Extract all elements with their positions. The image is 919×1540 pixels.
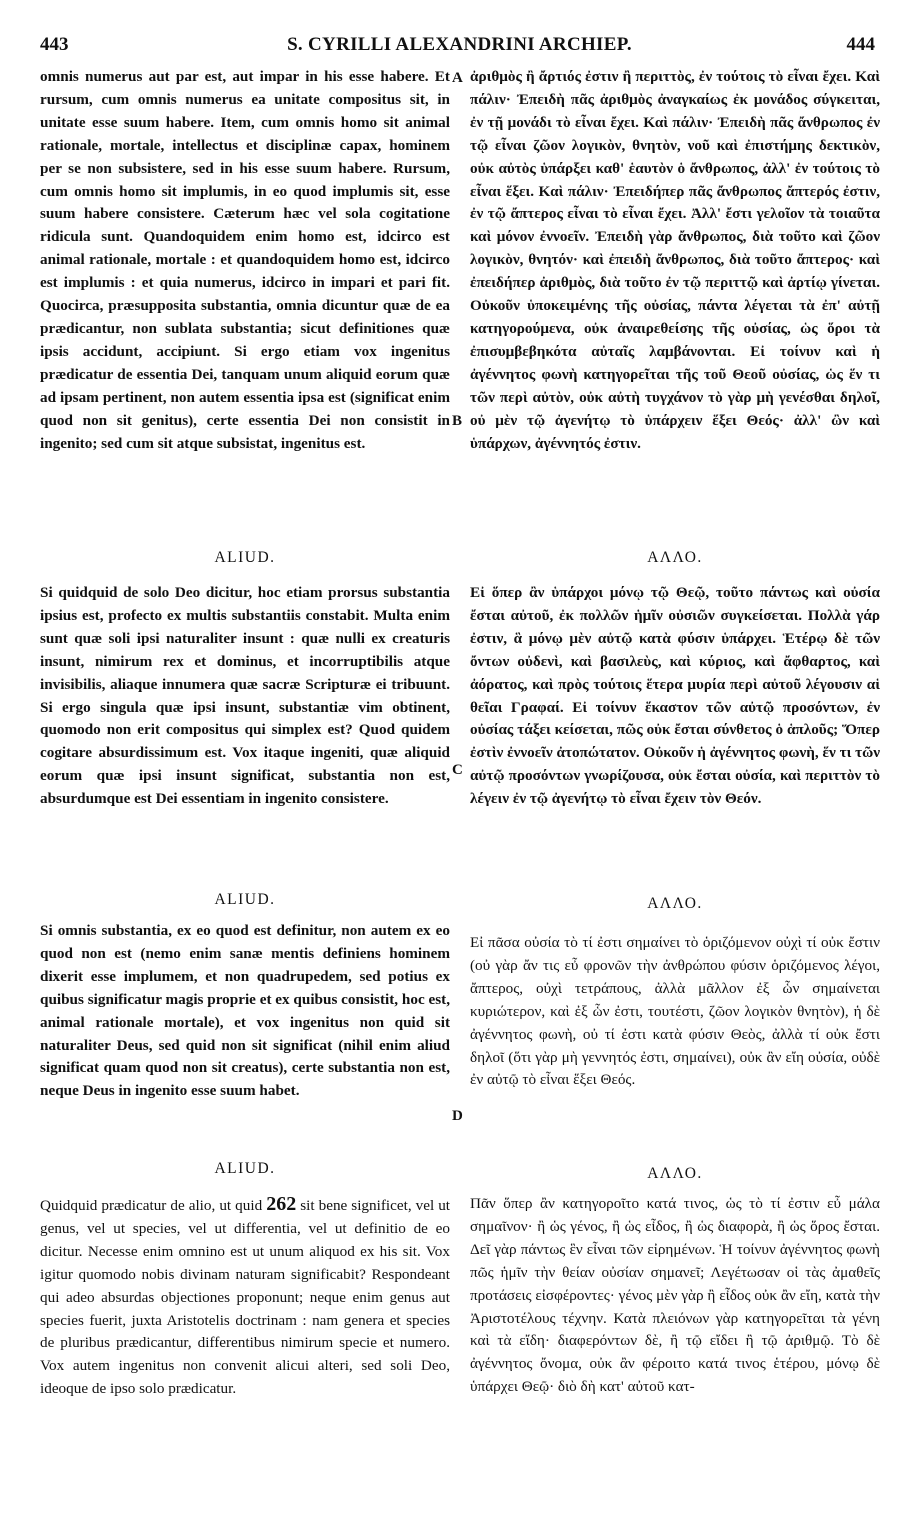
latin-heading-aliud-2: ALIUD. [214,891,276,908]
latin-heading-aliud-1: ALIUD. [214,549,276,566]
page-number-left: 443 [40,34,69,55]
greek-heading-allo-1: ΑΛΛΟ. [647,549,703,566]
latin-paragraph-2: Si quidquid de solo Deo dicitur, hoc etiam prorsus substantia ipsius est, profecto ex multis substantiis constabit. Multa enim sunt quæ soli ipsi naturaliter insunt : quæ nulli ex creaturis insunt, nimirum rex et dominus, et incorruptibilis atque invisibilis, aliaque innumera quæ sacræ Scripturæ ei tribuunt. Si ergo singula quæ ipsi insunt, substantiæ vim obtinent, quomodo non erit compositus qui simplex est? Quod quidem cogitare absurdissimum est. Vox itaque ingeniti, quæ aliquid eorum quæ ipsi insunt significat, substantia non est, absurdumque est Dei essentiam in ingenito consistere. [40,584,450,808]
column-number: 262 [266,1193,297,1215]
greek-heading-allo-2: ΑΛΛΟ. [647,895,703,912]
margin-letter-c: C [452,762,463,778]
page-number-right: 444 [846,34,875,55]
latin-heading-aliud-3: ALIUD. [214,1160,276,1177]
greek-heading-allo-3: ΑΛΛΟ. [647,1165,703,1182]
margin-letter-d: D [452,1108,463,1124]
greek-paragraph-1: ἀριθμὸς ἢ ἄρτιός ἐστιν ἢ περιττὸς, ἐν τούτοις τὸ εἶναι ἔχει. Καὶ πάλιν· Ἐπειδὴ πᾶς ἀριθμὸς ἀναγκαίως ἐκ μονάδος σύγκειται, ἐν τῇ μονάδι τὸ εἶναι ἔχει. Καὶ πάλιν· Ἐπειδὴ πᾶς ἄνθρωπος ἐν τῷ εἶναι ζῶον λογικὸν, θνητὸν, νοῦ καὶ ἐπιστήμης δεκτικὸν, οὐκ αὐτὸς ὑπάρξει καθ' ἑαυτὸν ὁ ἄνθρωπος, ἀλλ' ἐν τούτοις τὸ εἶναι ἕξει. Καὶ πάλιν· Ἐπειδήπερ πᾶς ἄνθρωπος ἄπτερός ἐστιν, ἐν τῷ ἄπτερος εἶναι τὸ εἶναι ἔχει. Ἀλλ' ἔστι γελοῖον τὰ τοιαῦτα καὶ μόνον ἐννοεῖν. Ἐπειδὴ γὰρ ἄνθρωπος, διὰ τοῦτο καὶ ζῶον λογικὸν, θνητόν· καὶ ἐπειδὴ ἄνθρωπος, διὰ τοῦτο ἄπτερος· καὶ ἐπειδήπερ ἀριθμὸς, διὰ τοῦτο ἐν τῷ περιττῷ καὶ ἀρτίῳ γίνεται. Οὐκοῦν ὑποκειμένης τῆς οὐσίας, πάντα λέγεται τὰ ἐπ' αὐτῇ κατηγορούμενα, οὐκ ἀναιρεθείσης τῆς οὐσίας, ὡς ὅροι τὰ ἐπισυμβεβηκότα αὐταῖς λαμβάνονται. Εἰ τοίνυν καὶ ἡ ἀγέννητος φωνὴ κατηγορεῖται τῆς τοῦ Θεοῦ οὐσίας, ὡς ἕν τι τῶν περὶ αὐτὸν, οὐκ αὐτὴ τυγχάνον τὸ γὰρ μὴ γενέσθαι δηλοῖ, οὐ μὲν τῷ ἀγενήτῳ τὸ ὑπάρχειν ἕξει Θεός· ἀλλ' ὢν καὶ ὑπάρχων, ἀγέννητός ἐστιν. [470,68,880,452]
running-header [20,30,899,62]
margin-letter-b: B [452,413,463,429]
latin-paragraph-4-start: Quidquid prædicatur de alio, ut quid [40,1197,263,1214]
running-title: S. CYRILLI ALEXANDRINI ARCHIEP. [287,34,632,55]
greek-paragraph-4: Πᾶν ὅπερ ἂν κατηγοροῖτο κατά τινος, ὡς τὸ τί ἐστιν εὖ μάλα σημαῖνον· ἢ ὡς γένος, ἢ ὡς εἶδος, ἢ ὡς διαφορὰ, ἢ ὡς ὅρος ἔσται. Δεῖ γὰρ πάντως ἓν εἶναι τῶν εἰρημένων. Ἡ τοίνυν ἀγέννητος φωνὴ πῶς ἡμῖν τὴν θείαν οὐσίαν σημανεῖ; Λεγέτωσαν οἱ τὰς ἀμαθεῖς προτάσεις εἰσφέροντες· γένος μὲν γὰρ ἢ εἶδος οὐκ ἂν εἴη, κατὰ τὴν Ἀριστοτέλους τέχνην. Κατὰ πλειόνων γὰρ κατηγορεῖται τὰ γένη καὶ τὰ εἴδη· διαφερόντων δὲ, ἢ τῷ εἴδει ἢ τῷ ἀριθμῷ. Τὸ δὲ ἀγέννητος ὄνομα, οὐκ ἂν φέροιτο κατά τινος ἑτέρου, μόνῳ δὲ ὑπάρχει Θεῷ· διὸ δὴ κατ' αὐτοῦ κατ- [470,1195,880,1396]
latin-paragraph-3: Si omnis substantia, ex eo quod est definitur, non autem ex eo quod non est (nemo enim sanæ mentis definiens hominem dixerit esse implumem, et non quadrupedem, sed potius ex quibus significatur magis proprie et ex quibus consistit, hoc est, animal rationale mortale), et vox ingenitus non quid sit naturaliter Deus, sed quid non sit significat (nihil enim aliud significat quam quod non sit creatus), certe substantia non est, neque Deus in ingenito esse suum habet. [40,922,450,1100]
latin-paragraph-4-rest: sit bene significet, vel ut genus, vel ut species, vel ut differentia, vel ut definitio de eo dicitur. Necesse enim omnino est ut unum aliquod ex his sit. Vox igitur quomodo nobis divinam naturam significabit? Respondeant qui adeo absurdas objectiones proponunt; neque enim genus aut species fuerit, juxta Aristotelis doctrinam : nam genera et species de pluribus prædicantur, differentibus nimirum specie et numero. Vox autem ingenitus non convenit alicui alteri, sed soli Deo, ideoque de ipso solo prædicatur. [40,1197,451,1398]
greek-paragraph-2: Εἰ ὅπερ ἂν ὑπάρχοι μόνῳ τῷ Θεῷ, τοῦτο πάντως καὶ οὐσία ἔσται αὐτοῦ, ἐκ πολλῶν ἡμῖν οὐσιῶν συγκείσεται. Πολλὰ γάρ ἐστιν, ἃ μόνῳ μὲν αὐτῷ κατὰ φύσιν ὑπάρχει. Ἑτέρῳ δὲ τῶν ὄντων οὐδενὶ, καὶ βασιλεὺς, καὶ κύριος, καὶ ἄφθαρτος, καὶ ἀόρατος, καὶ πρὸς τούτοις ἕτερα μυρία περὶ αὐτοῦ λέγουσιν αἱ θεῖαι Γραφαί. Εἰ τοίνυν ἕκαστον τῶν αὐτῷ προσόντων, ἐν οὐσίας τάξει κείσεται, πῶς οὐκ ἔσται σύνθετος ὁ ἁπλοῦς; Ὅπερ ἐστὶν ἐννοεῖν ἀτοπώτατον. Οὐκοῦν ἡ ἀγέννητος φωνὴ, ἕν τι τῶν αὐτῷ προσόντων γνωρίζουσα, οὐκ ἔσται οὐσία, καὶ περιττὸν τὸ λέγειν ἐν τῷ ἀγενήτῳ τὸ εἶναι ἔχειν τὸν Θεόν. [470,584,880,808]
latin-paragraph-4 [40,1193,450,1401]
margin-letter-a: A [452,70,463,86]
greek-paragraph-3: Εἰ πᾶσα οὐσία τὸ τί ἐστι σημαίνει τὸ ὁριζόμενον οὐχὶ τί οὐκ ἔστιν (οὐ γὰρ ἄν τις εὖ φρονῶν τὴν ἀνθρώπου φύσιν ὁριζόμενος λέγοι, ἄπτερος, οὐχὶ τετράπους, ἀλλὰ μᾶλλον ἐξ ὧν σημαίνεται κυριώτερον, καὶ ἐξ ὧν ἐστι, τουτέστι, ζῶον λογικὸν θνητὸν), ἡ δὲ ἀγέννητος φωνὴ, οὐ τί ἐστι κατὰ φύσιν Θεὸς, ἀλλὰ τί οὐκ ἔστι δηλοῖ (ὅτι γὰρ μὴ γεννητός ἐστι, σημαίνει), οὐκ ἂν εἴη οὐσία, οὐδὲ ἐν αὐτῷ τὸ εἶναι ἕξει Θεός. [470,934,880,1089]
latin-paragraph-1: omnis numerus aut par est, aut impar in his esse habere. Et rursum, cum omnis numerus ea unitate compositus sit, in unitate esse suum habere. Item, cum omnis homo sit animal rationale, mortale, intellectus et disciplinæ capax, hominem per se non subsistere, sed in his esse suum habere. Rursum, cum omnis homo sit implumis, in eo quod implumis sit, esse suum habere consistere. Cæterum hæc vel sola cogitatione ridicula sunt. Quandoquidem enim homo est, idcirco est animal rationale, mortale : et quandoquidem homo est, idcirco est implumis : et quia numerus, idcirco in impari et pari fit. Quocirca, præsupposita substantia, omnia dicuntur quæ de ea prædicantur, non sublata substantia; sicut definitiones quæ ipsis accidunt, accipiunt. Si ergo etiam vox ingenitus prædicatur de essentia Dei, tanquam unum aliquid eorum quæ ad ipsam pertinent, non autem essentia ipsa est (significat enim quod non sit genitus), certe essentia Dei non consistit in ingenito; sed cum sit atque subsistat, ingenitus est. [40,68,450,452]
